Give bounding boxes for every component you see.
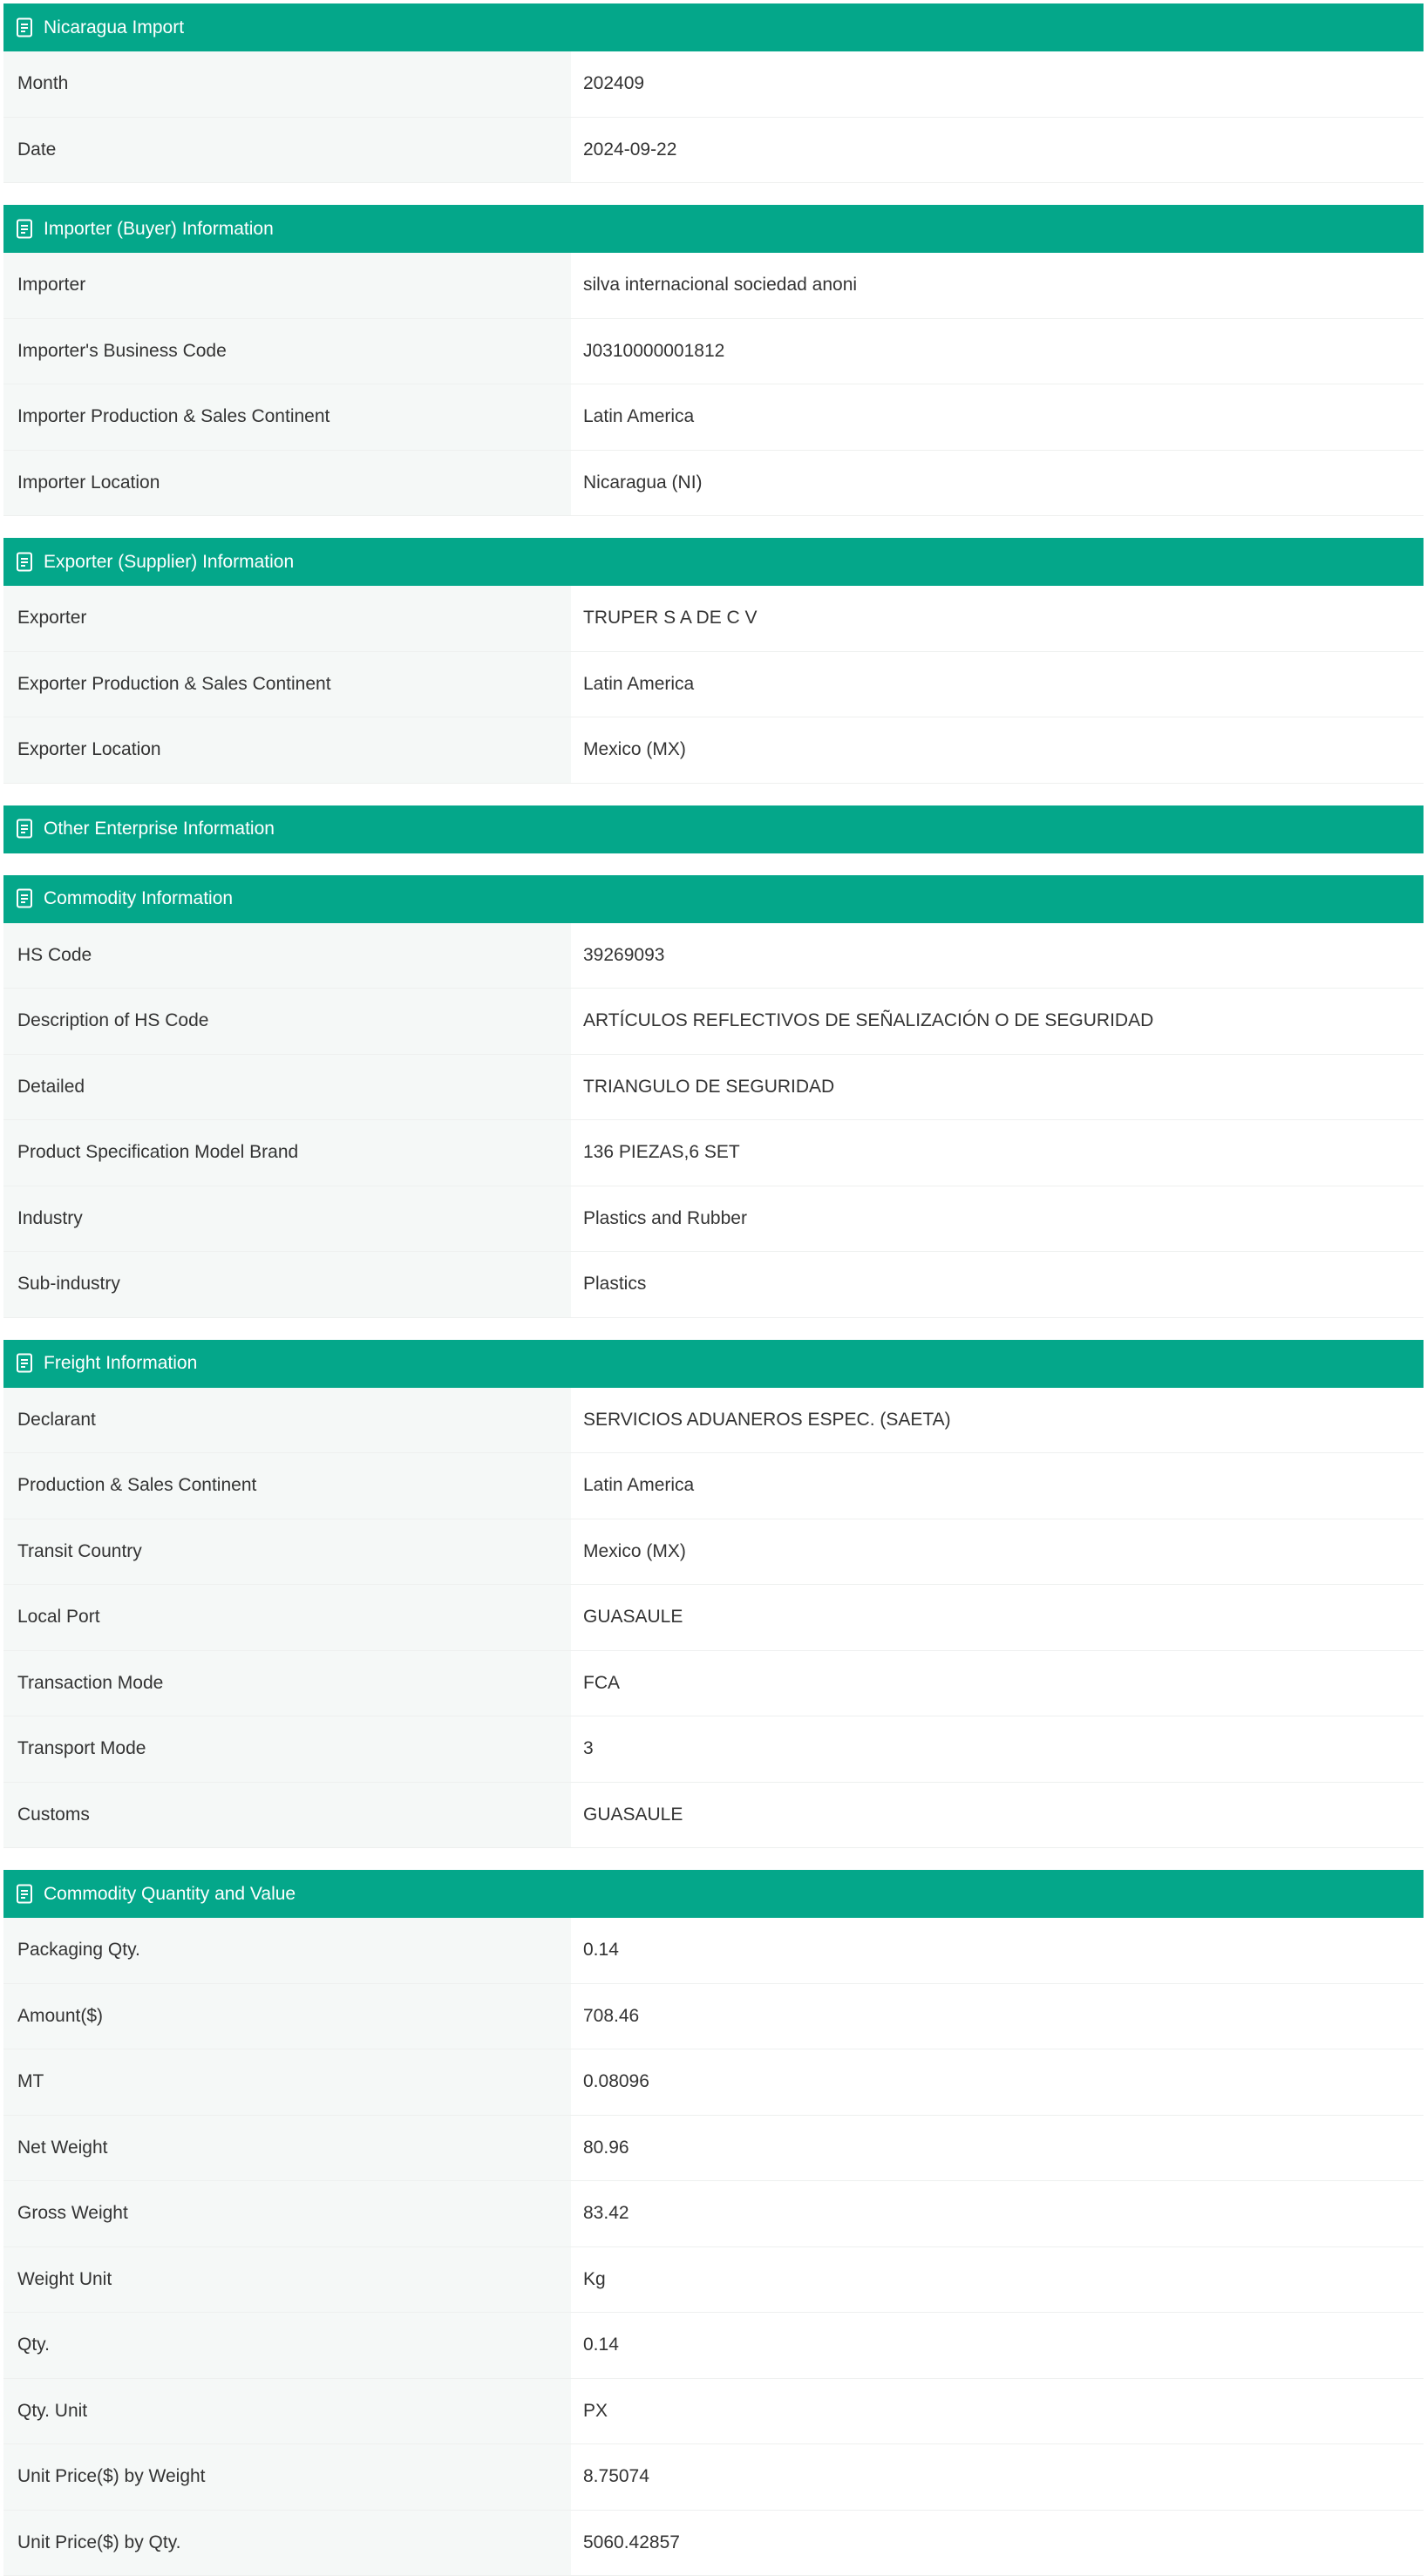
- field-label: Exporter Location: [3, 717, 571, 783]
- field-label: Importer Location: [3, 451, 571, 516]
- field-value: J0310000001812: [571, 319, 1424, 384]
- section-title: Freight Information: [44, 1353, 198, 1373]
- document-icon: [16, 552, 35, 573]
- document-icon: [16, 1884, 35, 1905]
- field-value: Kg: [571, 2247, 1424, 2313]
- section-header: [3, 875, 1424, 923]
- field-value: 0.08096: [571, 2049, 1424, 2115]
- field-value: 8.75074: [571, 2444, 1424, 2510]
- field-label: Detailed: [3, 1055, 571, 1120]
- field-row: [3, 2247, 1424, 2314]
- section: [3, 3, 1424, 183]
- field-row: [3, 923, 1424, 989]
- field-row: [3, 2049, 1424, 2116]
- field-label: Exporter Production & Sales Continent: [3, 652, 571, 717]
- field-row: [3, 2511, 1424, 2576]
- field-row: [3, 1984, 1424, 2050]
- field-label: Unit Price($) by Qty.: [3, 2511, 571, 2576]
- field-row: [3, 652, 1424, 718]
- field-label: Sub-industry: [3, 1252, 571, 1317]
- field-value: 0.14: [571, 1918, 1424, 1983]
- field-label: MT: [3, 2049, 571, 2115]
- field-value: 2024-09-22: [571, 118, 1424, 183]
- field-row: [3, 253, 1424, 319]
- field-label: Importer's Business Code: [3, 319, 571, 384]
- document-icon: [16, 888, 35, 909]
- section-rows: [3, 253, 1424, 516]
- section-rows: [3, 586, 1424, 784]
- field-value: TRUPER S A DE C V: [571, 586, 1424, 651]
- field-row: [3, 2444, 1424, 2511]
- field-label: Transaction Mode: [3, 1651, 571, 1716]
- field-row: [3, 2313, 1424, 2379]
- field-value: ARTÍCULOS REFLECTIVOS DE SEÑALIZACIÓN O DE SEGURIDAD: [571, 989, 1424, 1054]
- field-label: Product Specification Model Brand: [3, 1120, 571, 1186]
- field-value: GUASAULE: [571, 1783, 1424, 1848]
- field-value: Latin America: [571, 1453, 1424, 1519]
- field-value: Plastics and Rubber: [571, 1186, 1424, 1252]
- field-row: [3, 2181, 1424, 2247]
- field-value: PX: [571, 2379, 1424, 2444]
- field-value: 136 PIEZAS,6 SET: [571, 1120, 1424, 1186]
- section: [3, 538, 1424, 784]
- field-row: [3, 2379, 1424, 2445]
- section-rows: [3, 1388, 1424, 1849]
- document-icon: [16, 819, 35, 839]
- field-value: Latin America: [571, 652, 1424, 717]
- field-row: [3, 319, 1424, 385]
- field-value: 3: [571, 1716, 1424, 1782]
- section-header: [3, 1870, 1424, 1918]
- field-value: 202409: [571, 51, 1424, 117]
- field-label: Description of HS Code: [3, 989, 571, 1054]
- field-row: [3, 384, 1424, 451]
- section-header: [3, 1340, 1424, 1388]
- field-label: Date: [3, 118, 571, 183]
- field-label: Importer Production & Sales Continent: [3, 384, 571, 450]
- field-label: Amount($): [3, 1984, 571, 2049]
- field-value: FCA: [571, 1651, 1424, 1716]
- field-value: TRIANGULO DE SEGURIDAD: [571, 1055, 1424, 1120]
- field-row: [3, 1252, 1424, 1318]
- field-label: Exporter: [3, 586, 571, 651]
- field-value: 0.14: [571, 2313, 1424, 2378]
- section: [3, 805, 1424, 853]
- field-label: Unit Price($) by Weight: [3, 2444, 571, 2510]
- field-value: 83.42: [571, 2181, 1424, 2246]
- field-row: [3, 1918, 1424, 1984]
- section: [3, 205, 1424, 516]
- field-label: Gross Weight: [3, 2181, 571, 2246]
- field-label: Transit Country: [3, 1519, 571, 1585]
- document-icon: [16, 17, 35, 38]
- field-row: [3, 586, 1424, 652]
- field-value: 39269093: [571, 923, 1424, 989]
- document-icon: [16, 1353, 35, 1374]
- section-title: Exporter (Supplier) Information: [44, 551, 295, 572]
- field-row: [3, 1783, 1424, 1849]
- section-header: [3, 205, 1424, 253]
- field-value: Plastics: [571, 1252, 1424, 1317]
- field-row: [3, 989, 1424, 1055]
- field-value: SERVICIOS ADUANEROS ESPEC. (SAETA): [571, 1388, 1424, 1453]
- section-title: Nicaragua Import: [44, 17, 185, 37]
- section: [3, 1870, 1424, 2576]
- record-detail-page: [0, 3, 1427, 2576]
- field-value: Nicaragua (NI): [571, 451, 1424, 516]
- field-value: Mexico (MX): [571, 717, 1424, 783]
- field-label: Local Port: [3, 1585, 571, 1650]
- field-value: 708.46: [571, 1984, 1424, 2049]
- field-label: Weight Unit: [3, 2247, 571, 2313]
- field-row: [3, 118, 1424, 184]
- section-title: Commodity Quantity and Value: [44, 1883, 296, 1904]
- field-label: Packaging Qty.: [3, 1918, 571, 1983]
- field-row: [3, 1120, 1424, 1186]
- field-row: [3, 1519, 1424, 1586]
- field-row: [3, 51, 1424, 118]
- section-header: [3, 805, 1424, 853]
- field-row: [3, 2116, 1424, 2182]
- field-value: Mexico (MX): [571, 1519, 1424, 1585]
- field-label: Qty.: [3, 2313, 571, 2378]
- field-row: [3, 1651, 1424, 1717]
- field-row: [3, 1186, 1424, 1253]
- field-row: [3, 717, 1424, 784]
- field-label: HS Code: [3, 923, 571, 989]
- field-row: [3, 1716, 1424, 1783]
- field-row: [3, 1055, 1424, 1121]
- field-label: Qty. Unit: [3, 2379, 571, 2444]
- field-label: Industry: [3, 1186, 571, 1252]
- document-icon: [16, 219, 35, 240]
- field-row: [3, 1585, 1424, 1651]
- section-rows: [3, 1918, 1424, 2576]
- field-label: Net Weight: [3, 2116, 571, 2181]
- field-value: 80.96: [571, 2116, 1424, 2181]
- section-title: Other Enterprise Information: [44, 819, 275, 839]
- field-value: GUASAULE: [571, 1585, 1424, 1650]
- section: [3, 1340, 1424, 1849]
- field-label: Declarant: [3, 1388, 571, 1453]
- section-rows: [3, 923, 1424, 1318]
- field-row: [3, 1453, 1424, 1519]
- field-label: Customs: [3, 1783, 571, 1848]
- field-row: [3, 451, 1424, 517]
- field-value: 5060.42857: [571, 2511, 1424, 2576]
- field-label: Production & Sales Continent: [3, 1453, 571, 1519]
- section-title: Commodity Information: [44, 888, 234, 908]
- field-row: [3, 1388, 1424, 1454]
- field-label: Month: [3, 51, 571, 117]
- section-header: [3, 538, 1424, 586]
- section-title: Importer (Buyer) Information: [44, 218, 274, 239]
- field-label: Transport Mode: [3, 1716, 571, 1782]
- field-value: silva internacional sociedad anoni: [571, 253, 1424, 318]
- field-value: Latin America: [571, 384, 1424, 450]
- section: [3, 875, 1424, 1318]
- field-label: Importer: [3, 253, 571, 318]
- section-header: [3, 3, 1424, 51]
- section-rows: [3, 51, 1424, 183]
